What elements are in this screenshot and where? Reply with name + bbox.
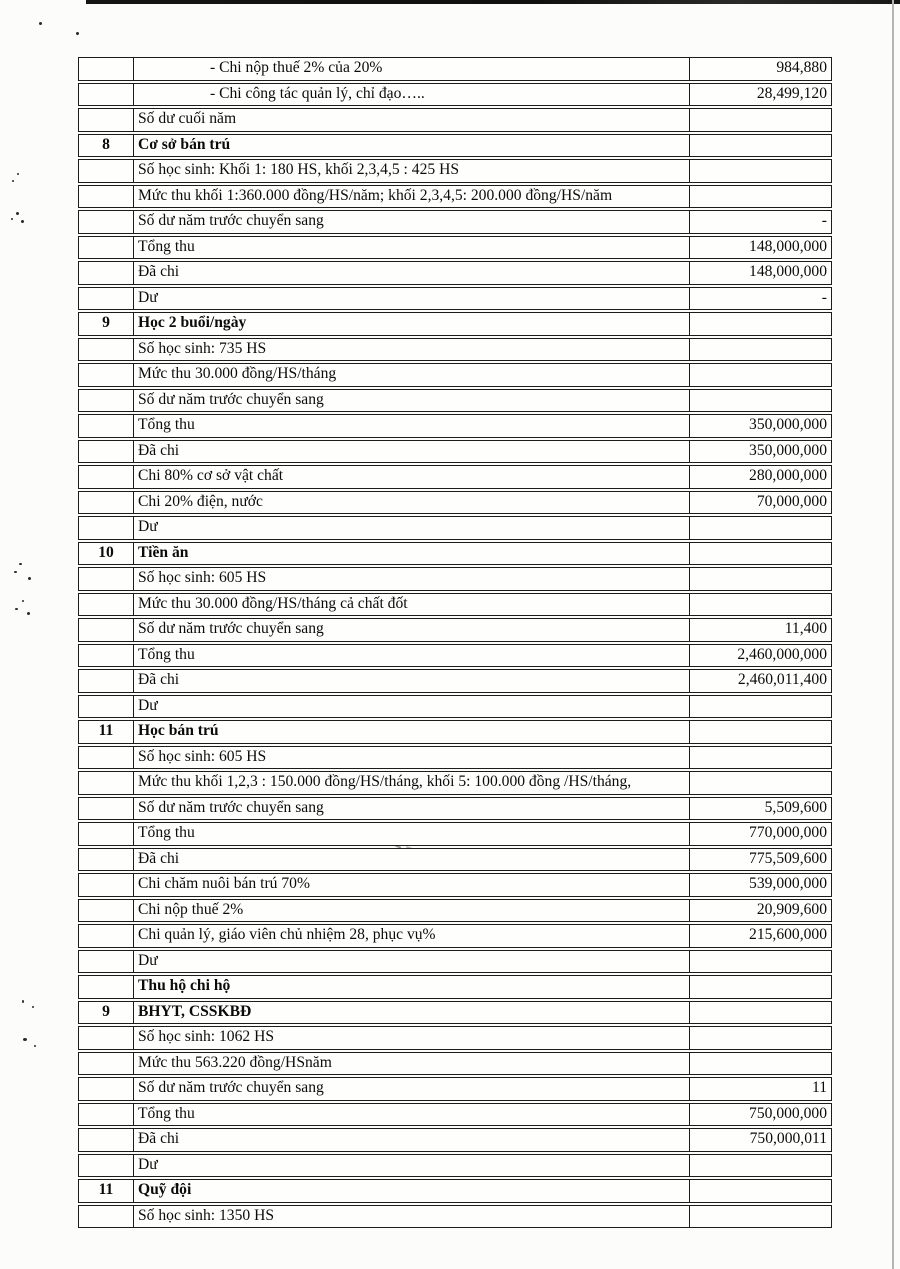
table-row: [78, 338, 832, 362]
row-number: 8: [79, 135, 134, 157]
row-amount: [690, 186, 831, 208]
row-description: Mức thu 563.220 đồng/HSnăm: [134, 1053, 690, 1075]
table-row: [78, 848, 832, 872]
row-amount: [690, 568, 831, 590]
row-description: Đã chi: [134, 262, 690, 284]
scan-speck: [22, 600, 24, 602]
row-amount: 215,600,000: [749, 926, 827, 943]
row-number: [79, 951, 134, 973]
row-number: [79, 237, 134, 259]
scan-speck: [32, 1006, 34, 1008]
row-number: [79, 1027, 134, 1049]
scan-speck: [12, 180, 14, 182]
row-amount: [690, 1002, 831, 1024]
row-description: Tổng thu: [134, 823, 690, 845]
row-amount: 70,000,000: [756, 492, 827, 510]
table-row: [78, 746, 832, 770]
row-description: Quỹ đội: [134, 1180, 690, 1202]
scan-edge-right: [892, 0, 894, 1269]
row-number: [79, 1155, 134, 1177]
table-row: [78, 236, 832, 260]
finance-table: [78, 57, 832, 1230]
row-amount: 148,000,000: [749, 237, 827, 255]
scan-speck: [16, 212, 19, 215]
row-amount: [690, 160, 831, 182]
row-number: [79, 364, 134, 386]
row-amount: 148,000,000: [749, 263, 827, 280]
row-amount: 2,460,000,000: [737, 645, 827, 663]
table-row: [78, 695, 832, 719]
row-description: Cơ sở bán trú: [134, 135, 690, 157]
row-description: BHYT, CSSKBĐ: [134, 1002, 690, 1024]
scan-speck: [22, 1000, 24, 1003]
table-row: [78, 261, 832, 285]
row-description: Số học sinh: 1062 HS: [134, 1027, 690, 1049]
row-number: [79, 109, 134, 131]
row-number: 11: [79, 1180, 134, 1202]
table-row: [78, 873, 832, 897]
scan-speck: [19, 563, 22, 565]
row-description: Số dư năm trước chuyển sang: [134, 619, 690, 641]
row-description: Dư: [134, 696, 690, 718]
row-amount: [690, 721, 831, 743]
row-number: [79, 415, 134, 437]
scan-speck: [17, 173, 19, 175]
row-amount: [690, 696, 831, 718]
row-amount: [690, 517, 831, 539]
table-row: [78, 159, 832, 183]
row-description: Số dư năm trước chuyển sang: [134, 211, 690, 233]
row-number: [79, 619, 134, 641]
table-row: [78, 440, 832, 464]
row-number: [79, 747, 134, 769]
row-number: [79, 390, 134, 412]
table-row: [78, 899, 832, 923]
row-number: [79, 900, 134, 922]
scan-speck: [23, 1038, 27, 1041]
table-row: [78, 287, 832, 311]
row-number: [79, 1104, 134, 1126]
table-row: [78, 567, 832, 591]
row-description: Dư: [134, 1155, 690, 1177]
row-amount: -: [821, 288, 827, 306]
row-description: Học bán trú: [134, 721, 690, 743]
row-amount: [690, 1155, 831, 1177]
table-row: [78, 1052, 832, 1076]
row-description: Dư: [134, 288, 690, 310]
table-row: [78, 771, 832, 795]
table-row: [78, 185, 832, 209]
row-amount: [690, 1053, 831, 1075]
row-description: Số dư năm trước chuyển sang: [134, 798, 690, 820]
row-description: Đã chi: [134, 849, 690, 871]
row-description: Số học sinh: 605 HS: [134, 568, 690, 590]
row-number: [79, 84, 134, 106]
row-description: Đã chi: [134, 1129, 690, 1151]
row-number: [79, 976, 134, 998]
table-row: [78, 1154, 832, 1178]
row-amount: [690, 313, 831, 335]
table-row: [78, 1179, 832, 1203]
row-description: Chi 20% điện, nước: [134, 492, 690, 514]
row-number: [79, 517, 134, 539]
row-amount: [690, 1180, 831, 1202]
scan-speck: [27, 612, 30, 615]
table-row: [78, 950, 832, 974]
row-number: [79, 211, 134, 233]
table-row: [78, 975, 832, 999]
row-amount: [690, 1206, 831, 1228]
row-amount: 984,880: [776, 59, 827, 76]
table-row: [78, 1128, 832, 1152]
row-description: Chi quản lý, giáo viên chủ nhiệm 28, phục vụ%: [134, 925, 690, 947]
row-number: [79, 441, 134, 463]
table-row: [78, 1026, 832, 1050]
row-description: Số học sinh: 605 HS: [134, 747, 690, 769]
row-number: [79, 1129, 134, 1151]
row-description: Tổng thu: [134, 415, 690, 437]
row-amount: 2,460,011,400: [737, 671, 827, 688]
row-description: Đã chi: [134, 441, 690, 463]
table-row: [78, 618, 832, 642]
row-amount: 350,000,000: [749, 441, 827, 459]
row-description: Số dư cuối năm: [134, 109, 690, 131]
row-number: [79, 466, 134, 488]
row-description: Tiền ăn: [134, 543, 690, 565]
row-amount: [690, 951, 831, 973]
row-amount: 750,000,000: [749, 1104, 827, 1122]
row-amount: 770,000,000: [749, 824, 827, 841]
row-description: Số dư năm trước chuyển sang: [134, 390, 690, 412]
table-row: [78, 465, 832, 489]
table-row: [78, 1205, 832, 1229]
row-number: [79, 568, 134, 590]
row-number: [79, 798, 134, 820]
row-number: [79, 849, 134, 871]
row-amount: [690, 772, 831, 794]
table-row: [78, 83, 832, 107]
scan-speck: [28, 577, 31, 580]
row-number: [79, 696, 134, 718]
row-description: - Chi nộp thuế 2% của 20%: [134, 58, 690, 80]
row-description: Đã chi: [134, 670, 690, 692]
row-description: Dư: [134, 951, 690, 973]
scan-speck: [14, 571, 17, 573]
table-row: [78, 822, 832, 846]
table-row: [78, 1103, 832, 1127]
row-number: [79, 670, 134, 692]
row-description: Học 2 buổi/ngày: [134, 313, 690, 335]
row-number: [79, 58, 134, 80]
row-number: [79, 925, 134, 947]
row-amount: 280,000,000: [749, 467, 827, 484]
row-amount: [690, 747, 831, 769]
row-number: 9: [79, 1002, 134, 1024]
row-number: 11: [79, 721, 134, 743]
row-amount: [690, 976, 831, 998]
scan-edge-top: [86, 0, 900, 4]
row-description: Tổng thu: [134, 1104, 690, 1126]
row-description: Số học sinh: 1350 HS: [134, 1206, 690, 1228]
row-description: Mức thu khối 1:360.000 đồng/HS/năm; khối 2,3,4,5: 200.000 đồng/HS/năm: [134, 186, 690, 208]
table-row: [78, 57, 832, 81]
row-description: Mức thu 30.000 đồng/HS/tháng: [134, 364, 690, 386]
table-row: [78, 669, 832, 693]
table-row: [78, 1077, 832, 1101]
row-amount: [690, 364, 831, 386]
row-description: Chi chăm nuôi bán trú 70%: [134, 874, 690, 896]
table-row: [78, 924, 832, 948]
row-number: 9: [79, 313, 134, 335]
table-row: [78, 1001, 832, 1025]
row-number: [79, 823, 134, 845]
row-number: [79, 492, 134, 514]
row-number: [79, 288, 134, 310]
row-description: Dư: [134, 517, 690, 539]
row-description: Chi nộp thuế 2%: [134, 900, 690, 922]
row-description: Chi 80% cơ sở vật chất: [134, 466, 690, 488]
row-description: Số dư năm trước chuyển sang: [134, 1078, 690, 1100]
row-number: [79, 160, 134, 182]
row-number: 10: [79, 543, 134, 565]
table-row: [78, 542, 832, 566]
scan-speck: [76, 32, 79, 35]
row-number: [79, 1078, 134, 1100]
table-row: [78, 108, 832, 132]
table-row: [78, 134, 832, 158]
row-amount: 775,509,600: [749, 849, 827, 867]
table-row: [78, 516, 832, 540]
row-number: [79, 339, 134, 361]
scan-speck: [15, 608, 18, 610]
table-row: [78, 593, 832, 617]
row-number: [79, 262, 134, 284]
row-description: - Chi công tác quản lý, chỉ đạo…..: [134, 84, 690, 106]
row-amount: 350,000,000: [749, 416, 827, 433]
table-row: [78, 720, 832, 744]
scan-speck: [39, 22, 42, 25]
row-description: Mức thu 30.000 đồng/HS/tháng cả chất đốt: [134, 594, 690, 616]
table-row: [78, 644, 832, 668]
row-amount: [690, 1027, 831, 1049]
table-row: [78, 414, 832, 438]
row-amount: [690, 339, 831, 361]
row-amount: 11,400: [784, 620, 827, 637]
row-number: [79, 1206, 134, 1228]
row-amount: 28,499,120: [756, 84, 827, 102]
row-amount: [690, 594, 831, 616]
row-amount: 11: [811, 1079, 827, 1096]
row-description: Tổng thu: [134, 645, 690, 667]
table-row: [78, 210, 832, 234]
row-amount: -: [821, 212, 827, 229]
row-description: Số học sinh: 735 HS: [134, 339, 690, 361]
row-number: [79, 1053, 134, 1075]
row-amount: [690, 135, 831, 157]
row-number: [79, 874, 134, 896]
row-description: Số học sinh: Khối 1: 180 HS, khối 2,3,4,5 : 425 HS: [134, 160, 690, 182]
row-description: Tổng thu: [134, 237, 690, 259]
row-number: [79, 645, 134, 667]
table-row: [78, 363, 832, 387]
row-number: [79, 186, 134, 208]
row-amount: [690, 543, 831, 565]
row-description: Mức thu khối 1,2,3 : 150.000 đồng/HS/tháng, khối 5: 100.000 đồng /HS/tháng,: [134, 772, 690, 794]
row-amount: 539,000,000: [749, 875, 827, 892]
scan-speck: [34, 1045, 36, 1047]
row-number: [79, 594, 134, 616]
row-amount: 20,909,600: [756, 900, 827, 918]
row-amount: 750,000,011: [749, 1130, 827, 1147]
row-amount: 5,509,600: [764, 798, 827, 816]
table-row: [78, 389, 832, 413]
row-amount: [690, 109, 831, 131]
table-row: [78, 312, 832, 336]
row-number: [79, 772, 134, 794]
scan-speck: [11, 218, 13, 220]
row-amount: [690, 390, 831, 412]
scan-speck: [21, 220, 24, 223]
table-row: [78, 491, 832, 515]
table-row: [78, 797, 832, 821]
row-description: Thu hộ chi hộ: [134, 976, 690, 998]
